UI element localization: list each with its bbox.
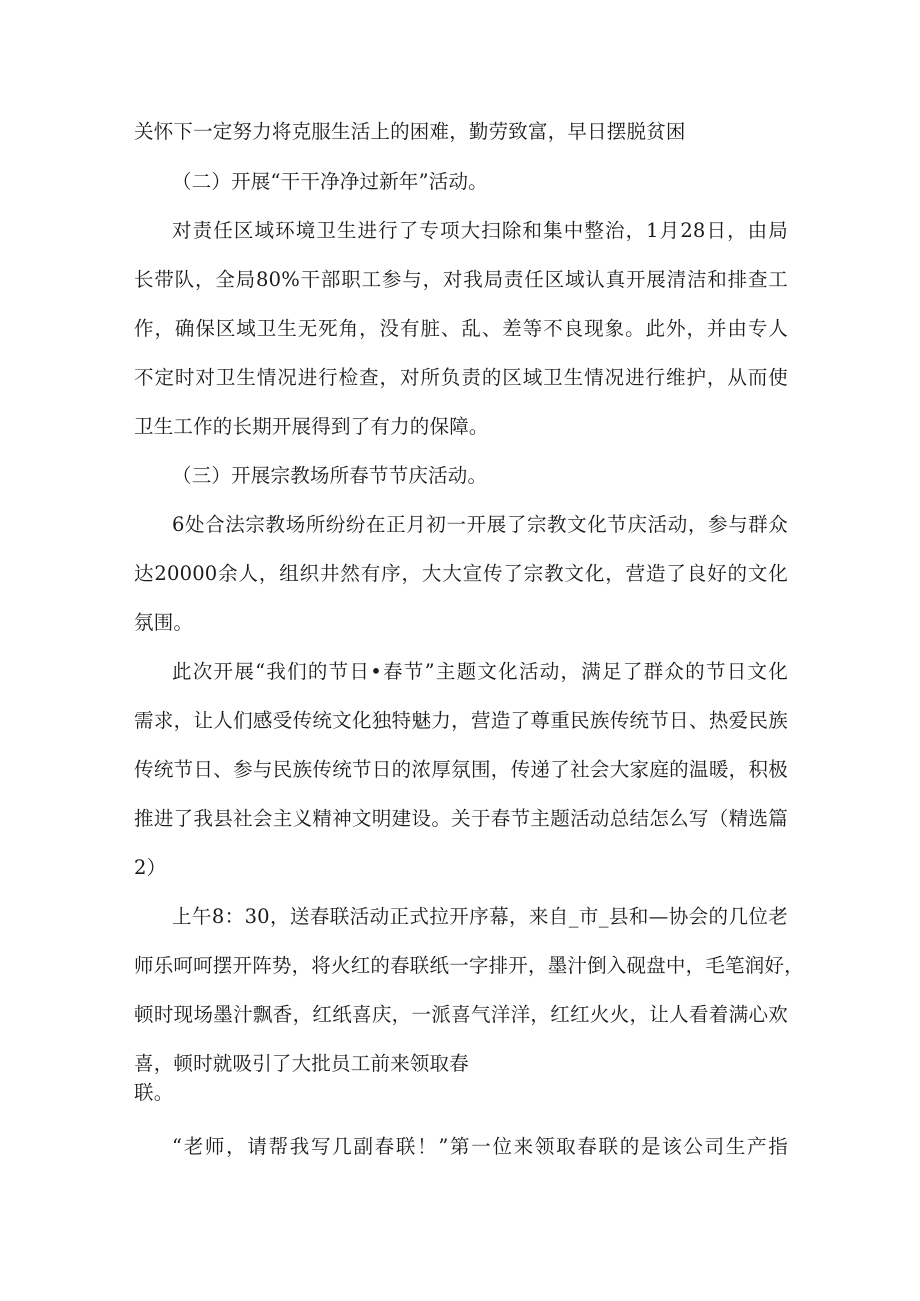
text-line-1: 关怀下一定努力将克服生活上的困难，勤劳致富，早日摆脱贫困 xyxy=(134,120,686,143)
text-line-3: 对责任区域环境卫生进行了专项大扫除和集中整治，1月28日，由局 xyxy=(172,219,788,242)
text-line-15: 推进了我县社会主义精神文明建设。关于春节主题活动总结怎么写（精选篇 xyxy=(134,807,788,830)
text-line-18: 师乐呵呵摆开阵势，将火红的春联纸一字排开，墨汁倒入砚盘中，毛笔润好， xyxy=(134,954,804,977)
text-line-4: 长带队，全局80%干部职工参与，对我局责任区域认真开展清洁和排查工 xyxy=(134,268,788,291)
text-line-14: 传统节日、参与民族传统节日的浓厚氛围，传递了社会大家庭的温暖，积极 xyxy=(134,758,788,781)
section-heading-3: （三）开展宗教场所春节节庆活动。 xyxy=(172,464,488,487)
text-line-19: 顿时现场墨汁飘香，红纸喜庆，一派喜气洋洋，红红火火，让人看着满心欢 xyxy=(134,1003,788,1026)
text-line-13: 需求，让人们感受传统文化独特魅力，营造了尊重民族传统节日、热爱民族 xyxy=(134,709,788,732)
text-line-20: 喜，顿时就吸引了大批员工前来领取春 xyxy=(134,1052,469,1075)
text-line-17: 上午8：30，送春联活动正式拉开序幕，来自_市_县和—协会的几位老 xyxy=(172,905,788,928)
text-line-21: 联。 xyxy=(134,1081,174,1104)
text-line-6: 不定时对卫生情况进行检查，对所负责的区域卫生情况进行维护，从而使 xyxy=(134,366,788,389)
text-line-12: 此次开展“我们的节日•春节”主题文化活动，满足了群众的节日文化 xyxy=(172,660,788,683)
text-line-7: 卫生工作的长期开展得到了有力的保障。 xyxy=(134,415,489,438)
text-line-11: 氛围。 xyxy=(134,611,194,634)
text-line-16: 2） xyxy=(134,856,167,879)
text-line-9: 6处合法宗教场所纷纷在正月初一开展了宗教文化节庆活动，参与群众 xyxy=(172,513,788,536)
section-heading-2: （二）开展“干干净净过新年”活动。 xyxy=(172,170,488,193)
text-line-22: “老师，请帮我写几副春联！”第一位来领取春联的是该公司生产指 xyxy=(172,1135,788,1158)
text-line-10: 达20000余人，组织井然有序，大大宣传了宗教文化，营造了良好的文化 xyxy=(134,562,788,585)
text-line-5: 作，确保区域卫生无死角，没有脏、乱、差等不良现象。此外，并由专人 xyxy=(134,317,788,340)
